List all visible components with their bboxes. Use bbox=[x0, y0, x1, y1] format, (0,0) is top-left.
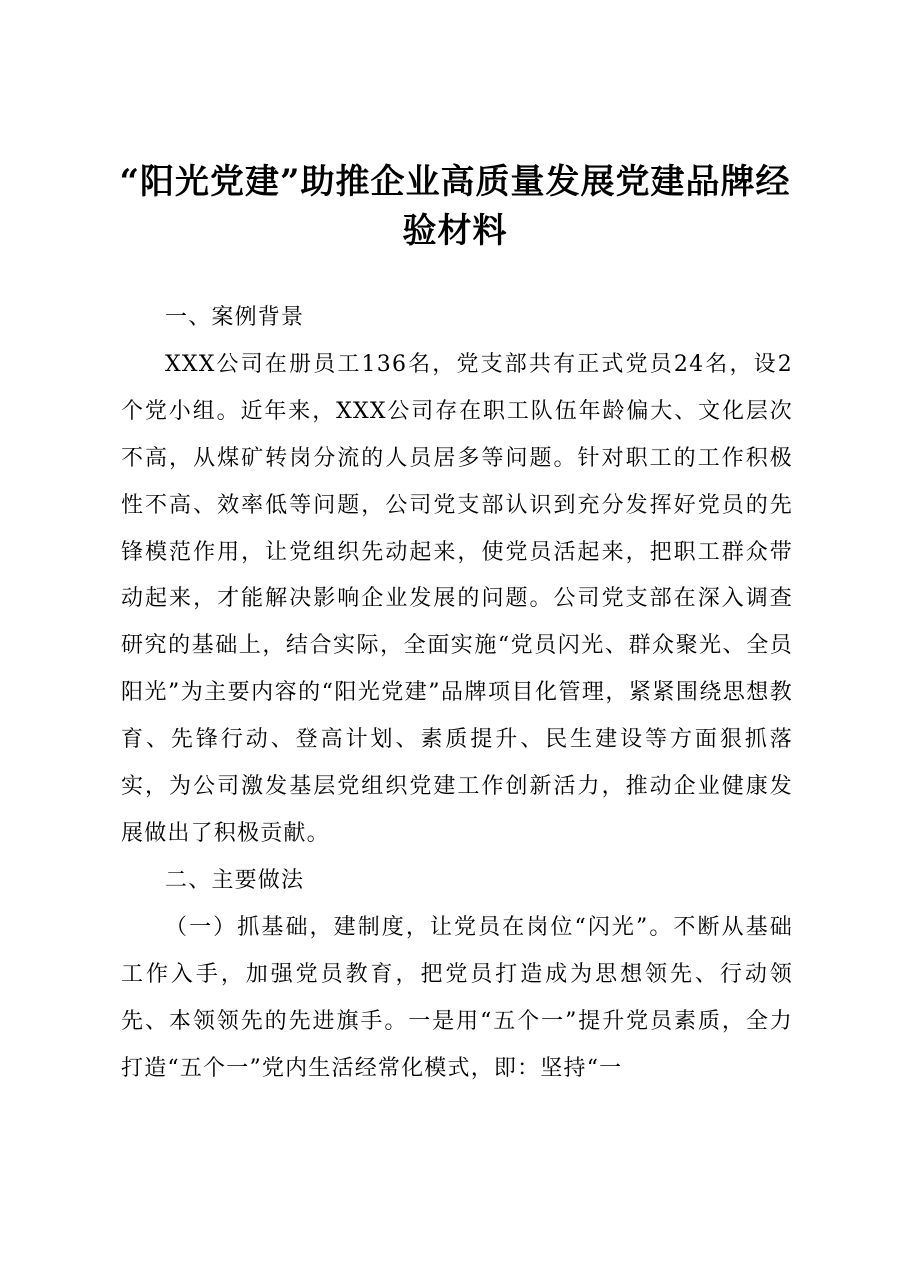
document-title: “阳光党建”助推企业高质量发展党建品牌经验材料 bbox=[119, 162, 791, 251]
document-body bbox=[121, 295, 793, 1092]
paragraph-background: XXX公司在册员工136名，党支部共有正式党员24名，设2个党小组。近年来，XXX公司存在职工队伍年龄偏大、文化层次不高，从煤矿转岗分流的人员居多等问题。针对职工的工作积极性不高、效率低等问题，公司党支部认识到充分发挥好党员的先锋模范作用，让党组织先动起来，使党员活起来，把职工群众带动起来，才能解决影响企业发展的问题。公司党支部在深入调查研究的基础上，结合实际，全面实施“党员闪光、群众聚光、全员阳光”为主要内容的“阳光党建”品牌项目化管理，紧紧围绕思想教育、先锋行动、登高计划、素质提升、民生建设等方面狠抓落实，为公司激发基层党组织党建工作创新活力，推动企业健康发展做出了积极贡献。 bbox=[121, 351, 793, 846]
section-heading-main-practices: 二、主要做法 bbox=[165, 867, 305, 893]
section-heading-background: 一、案例背景 bbox=[165, 305, 305, 330]
paragraph-practice-one: （一）抓基础，建制度，让党员在岗位“闪光”。不断从基础工作入手，加强党员教育，把党员打造成为思想领先、行动领先、本领领先的先进旗手。一是用“五个一”提升党员素质，全力打造“五个一”党内生活经常化模式，即：坚持“一 bbox=[121, 914, 793, 1081]
